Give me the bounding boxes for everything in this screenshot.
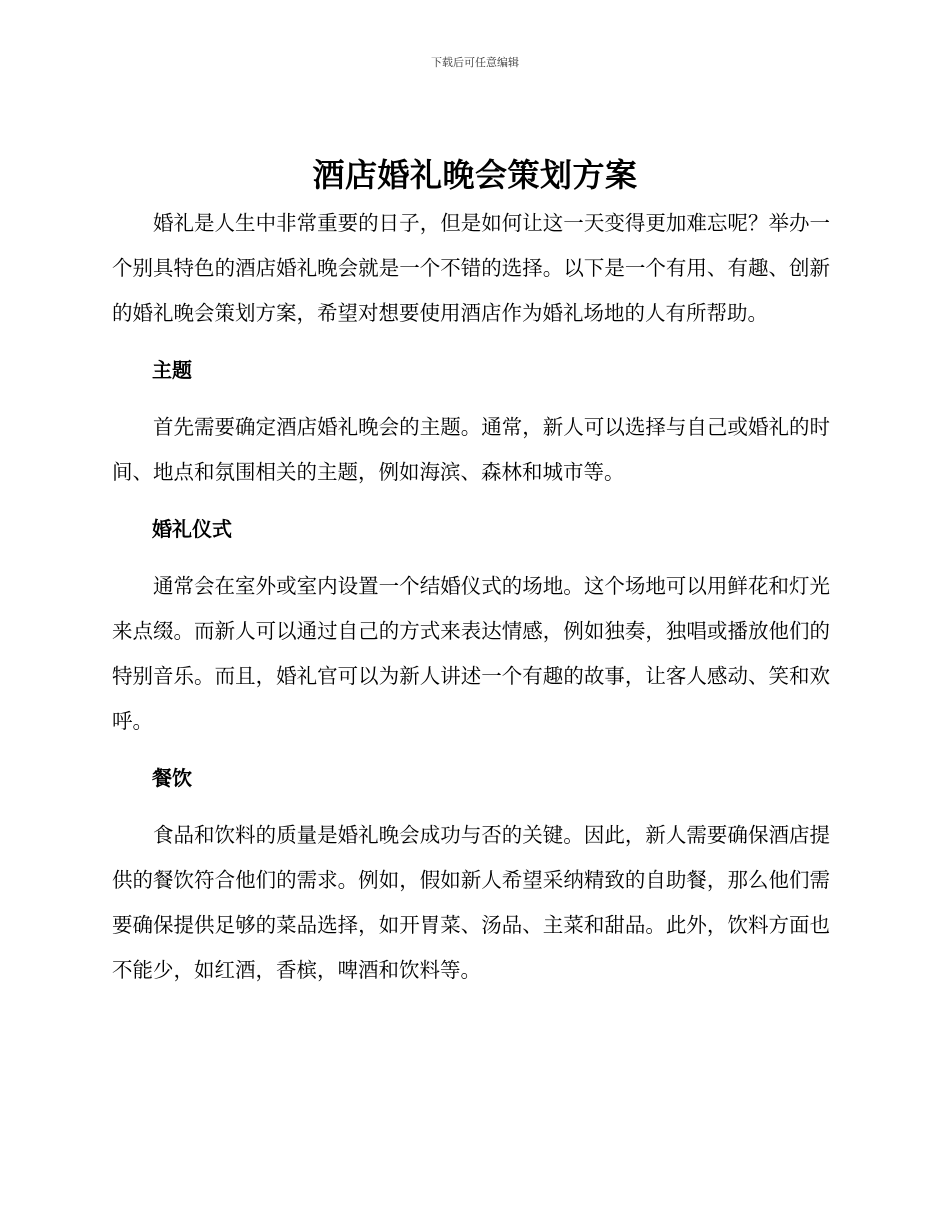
intro-paragraph: 婚礼是人生中非常重要的日子，但是如何让这一天变得更加难忘呢？举办一个别具特色的酒店婚礼晚会就是一个不错的选择。以下是一个有用、有趣、创新的婚礼晚会策划方案，希望对想要使用酒店作为婚礼场地的人有所帮助。 xyxy=(112,211,830,325)
page-title: 酒店婚礼晚会策划方案 xyxy=(312,156,638,194)
section-body-ceremony: 通常会在室外或室内设置一个结婚仪式的场地。这个场地可以用鲜花和灯光来点缀。而新人可以通过自己的方式来表达情感，例如独奏，独唱或播放他们的特别音乐。而且，婚礼官可以为新人讲述一个有趣的故事，让客人感动、笑和欢呼。 xyxy=(112,574,830,733)
section-body-theme: 首先需要确定酒店婚礼晚会的主题。通常，新人可以选择与自己或婚礼的时间、地点和氛围相关的主题，例如海滨、森林和城市等。 xyxy=(112,415,830,484)
document-body xyxy=(112,201,830,993)
section-body-catering: 食品和饮料的质量是婚礼晚会成功与否的关键。因此，新人需要确保酒店提供的餐饮符合他们的需求。例如，假如新人希望采纳精致的自助餐，那么他们需要确保提供足够的菜品选择，如开胃菜、汤品、主菜和甜品。此外，饮料方面也不能少，如红酒，香槟，啤酒和饮料等。 xyxy=(112,823,830,982)
section-heading-catering: 餐饮 xyxy=(152,766,192,790)
section-heading-theme: 主题 xyxy=(152,358,192,382)
page-header-note: 下载后可任意编辑 xyxy=(431,56,519,69)
section-heading-ceremony: 婚礼仪式 xyxy=(152,517,232,541)
